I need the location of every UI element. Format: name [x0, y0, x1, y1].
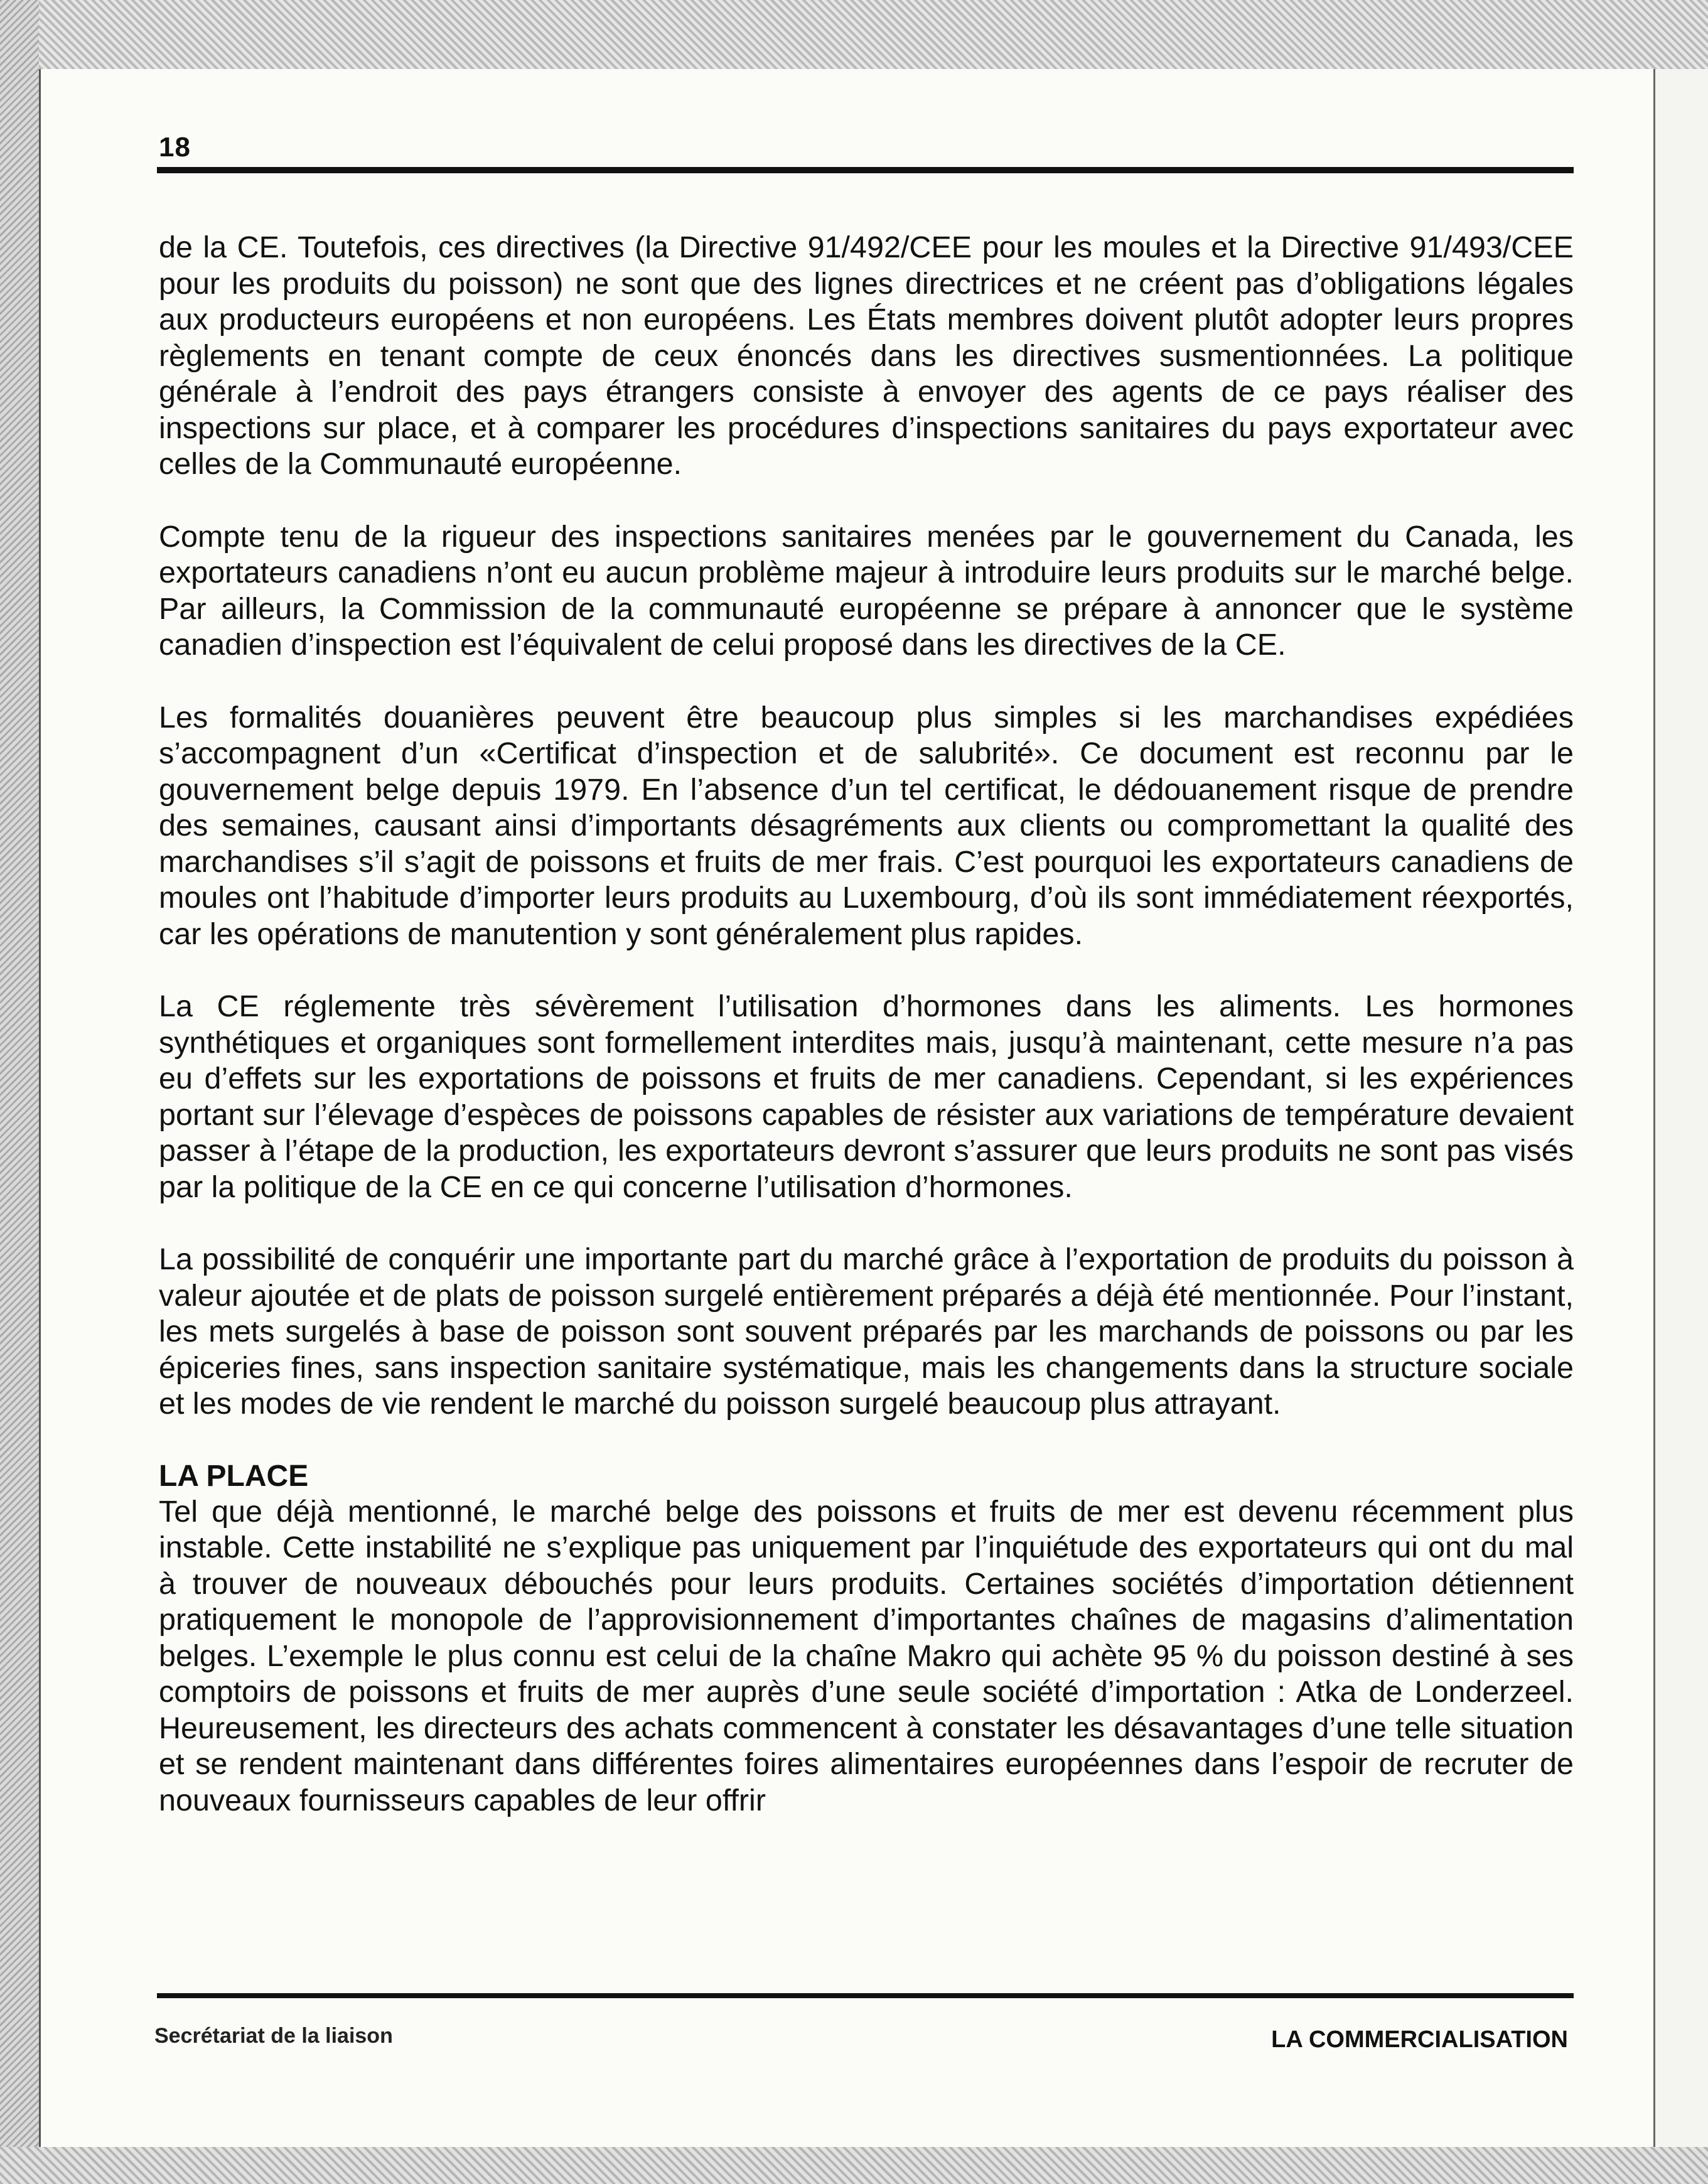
page-number: 18 — [159, 132, 191, 163]
paragraph-directives: de la CE. Toutefois, ces directives (la Directive 91/492/CEE pour les moules et la Directive 91/493/CEE pour les produits du poisson) ne sont que des lignes directrices et ne créent pas d’obligations légales aux producteurs européens et non européens. Les États membres doivent plutôt adopter leurs propres règlements en tenant compte de ceux énoncés dans les directives susmentionnées. La politique générale à l’endroit des pays étrangers consiste à envoyer des agents de ce pays réaliser des inspections sur place, et à comparer les procédures d’inspections sanitaires du pays exportateur avec celles de la Communauté européenne. — [159, 230, 1574, 481]
scan-border-left — [0, 0, 39, 2184]
facing-page-edge — [1653, 69, 1708, 2147]
body-text — [159, 230, 1574, 1819]
paragraph-inspections: Compte tenu de la rigueur des inspections sanitaires menées par le gouvernement du Canada, les exportateurs canadiens n’ont eu aucun problème majeur à introduire leurs produits sur le marché belge. Par ailleurs, la Commission de la communauté européenne se prépare à annoncer que le système canadien d’inspection est l’équivalent de celui proposé dans les directives de la CE. — [159, 519, 1574, 662]
footer-chapter-title: LA COMMERCIALISATION — [1271, 2026, 1568, 2053]
footer-publisher: Secrétariat de la liaison — [154, 2024, 393, 2048]
section-heading: LA PLACE — [159, 1459, 309, 1493]
paragraph-frozen-fish: La possibilité de conquérir une importante part du marché grâce à l’exportation de produits du poisson à valeur ajoutée et de plats de poisson surgelé entièrement préparés a déjà été mentionnée. Pour l’instant, les mets surgelés à base de poisson sont souvent préparés par les marchands de poissons ou par les épiceries fines, sans inspection sanitaire systématique, mais les changements dans la structure sociale et les modes de vie rendent le marché du poisson surgelé beaucoup plus attrayant. — [159, 1242, 1574, 1421]
footer-rule — [157, 1993, 1574, 1998]
paragraph-hormones: La CE réglemente très sévèrement l’utilisation d’hormones dans les aliments. Les hormones synthétiques et organiques sont formellement interdites mais, jusqu’à maintenant, cette mesure n’a pas eu d’effets sur les exportations de poissons et fruits de mer canadiens. Cependant, si les expériences portant sur l’élevage d’espèces de poissons capables de résister aux variations de température devaient passer à l’étape de la production, les exportateurs devront s’assurer que leurs produits ne sont pas visés par la politique de la CE en ce qui concerne l’utilisation d’hormones. — [159, 989, 1574, 1204]
scan-border-top — [0, 0, 1708, 69]
paragraph-customs: Les formalités douanières peuvent être beaucoup plus simples si les marchandises expédiées s’accompagnent d’un «Certificat d’inspection et de salubrité». Ce document est reconnu par le gouvernement belge depuis 1979. En l’absence d’un tel certificat, le dédouanement risque de prendre des semaines, causant ainsi d’importants désagréments aux clients ou compromettant la qualité des marchandises s’il s’agit de poissons et fruits de mer frais. C’est pourquoi les exportateurs canadiens de moules ont l’habitude d’importer leurs produits au Luxembourg, d’où ils sont immédiatement réexportés, car les opérations de manutention y sont généralement plus rapides. — [159, 700, 1574, 951]
scan-border-bottom — [0, 2147, 1708, 2184]
header-rule — [157, 167, 1574, 173]
paragraph-la-place: Tel que déjà mentionné, le marché belge des poissons et fruits de mer est devenu récemment plus instable. Cette instabilité ne s’explique pas uniquement par l’inquiétude des exportateurs qui ont du mal à trouver de nouveaux débouchés pour leurs produits. Certaines sociétés d’importation détiennent pratiquement le monopole de l’approvisionnement d’importantes chaînes de magasins d’alimentation belges. L’exemple le plus connu est celui de la chaîne Makro qui achète 95 % du poisson destiné à ses comptoirs de poissons et fruits de mer auprès d’une seule société d’importation : Atka de Londerzeel. Heureusement, les directeurs des achats commencent à constater les désavantages d’une telle situation et se rendent maintenant dans différentes foires alimentaires européennes dans l’espoir de recruter de nouveaux fournisseurs capables de leur offrir — [159, 1494, 1574, 1817]
